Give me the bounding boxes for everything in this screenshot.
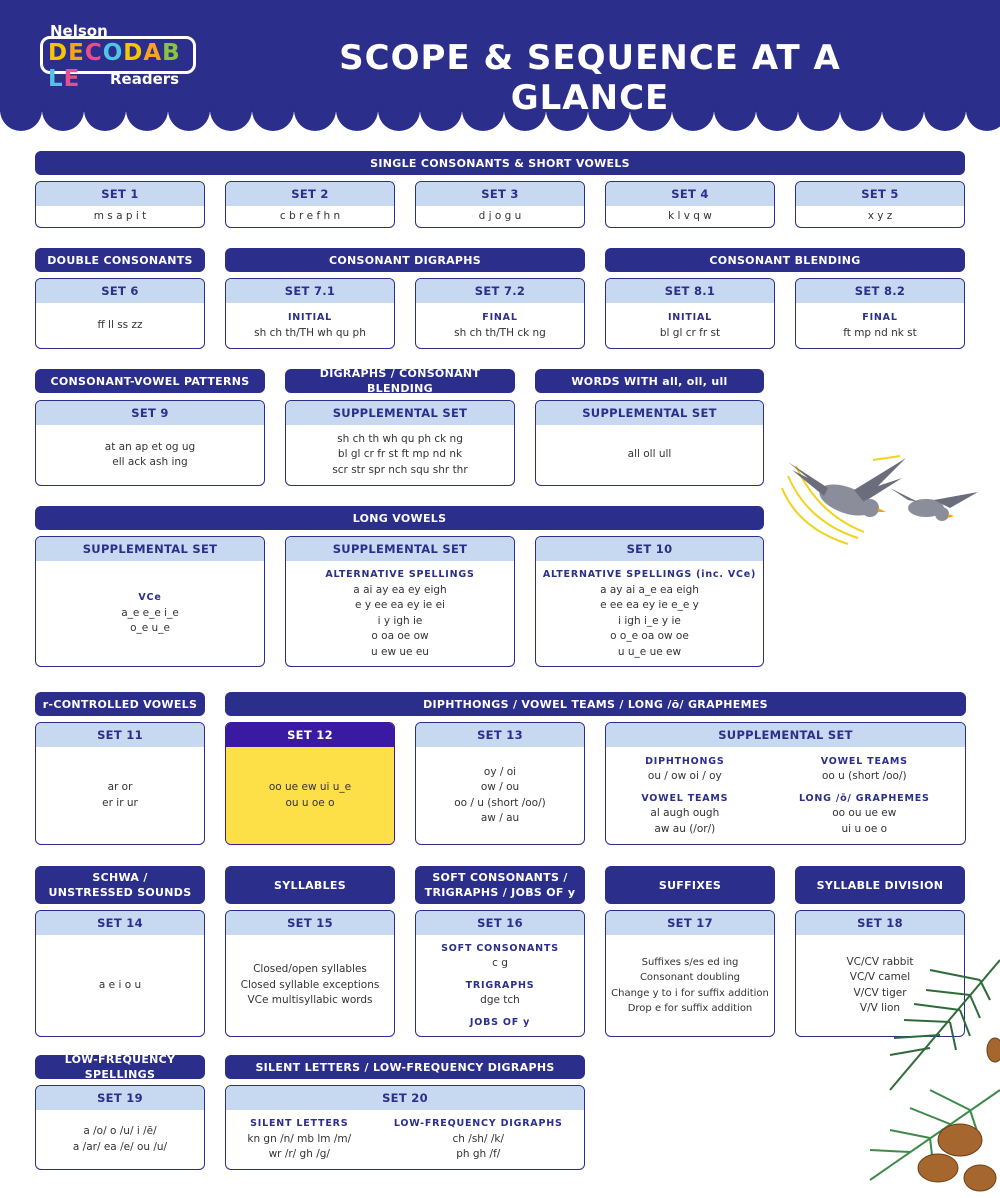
card-set-1: SET 1 m s a p i t xyxy=(35,181,205,228)
card-set-20: SET 20 SILENT LETTERS kn gn /n/ mb lm /m/ wr /r/ gh /g/ LOW-FREQUENCY DIGRAPHS ch /sh/ /k/ ph gh /f/ xyxy=(225,1085,585,1170)
section-all-oll-ull: WORDS WITH all, oll, ull xyxy=(535,369,764,393)
card-supplemental-all: SUPPLEMENTAL SET all oll ull xyxy=(535,400,764,486)
section-single-consonants: SINGLE CONSONANTS & SHORT VOWELS xyxy=(35,151,965,175)
section-r-controlled: r-CONTROLLED VOWELS xyxy=(35,692,205,716)
section-syllables: SYLLABLES xyxy=(225,866,395,904)
card-set-17: SET 17 Suffixes s/es ed ing Consonant doubling Change y to i for suffix addition Drop e for suffix addition xyxy=(605,910,775,1037)
section-soft-consonants: SOFT CONSONANTS / TRIGRAPHS / JOBS OF y xyxy=(415,866,585,904)
section-syllable-division: SYLLABLE DIVISION xyxy=(795,866,965,904)
nelson-logo: Nelson DECODABLE Readers xyxy=(40,22,196,92)
card-supplemental-diphthongs: SUPPLEMENTAL SET DIPHTHONGS ou / ow oi / oy VOWEL TEAMS al augh ough aw au (/or/) VOWEL TEAMS oo u (short /oo/) LONG /ō/ GRAPHEMES oo ou ue ew ui u oe o xyxy=(605,722,966,845)
card-set-3: SET 3 d j o g u xyxy=(415,181,585,228)
section-double-consonants: DOUBLE CONSONANTS xyxy=(35,248,205,272)
section-diphthongs: DIPHTHONGS / VOWEL TEAMS / LONG /ō/ GRAPHEMES xyxy=(225,692,966,716)
section-silent-letters: SILENT LETTERS / LOW-FREQUENCY DIGRAPHS xyxy=(225,1055,585,1079)
card-supplemental-alternative: SUPPLEMENTAL SET ALTERNATIVE SPELLINGS a ai ay ea ey eigh e y ee ea ey ie ei i y igh ie o oa oe ow u ew ue eu xyxy=(285,536,515,667)
card-set-10: SET 10 ALTERNATIVE SPELLINGS (inc. VCe) a ay ai a_e ea eigh e ee ea ey ie e_e y i igh i_e y ie o o_e oa ow oe u u_e ue ew xyxy=(535,536,764,667)
card-set-4: SET 4 k l v q w xyxy=(605,181,775,228)
card-set-2: SET 2 c b r e f h n xyxy=(225,181,395,228)
card-set-14: SET 14 a e i o u xyxy=(35,910,205,1037)
section-consonant-blending: CONSONANT BLENDING xyxy=(605,248,965,272)
card-set-8-1: SET 8.1 INITIAL bl gl cr fr st xyxy=(605,278,775,349)
card-set-7-2: SET 7.2 FINAL sh ch th/TH ck ng xyxy=(415,278,585,349)
card-set-16: SET 16 SOFT CONSONANTS c g TRIGRAPHS dge tch JOBS OF y xyxy=(415,910,585,1037)
card-set-15: SET 15 Closed/open syllables Closed syllable exceptions VCe multisyllabic words xyxy=(225,910,395,1037)
card-set-8-2: SET 8.2 FINAL ft mp nd nk st xyxy=(795,278,965,349)
section-consonant-digraphs: CONSONANT DIGRAPHS xyxy=(225,248,585,272)
section-suffixes: SUFFIXES xyxy=(605,866,775,904)
card-set-5: SET 5 x y z xyxy=(795,181,965,228)
card-set-12: SET 12 oo ue ew ui u_e ou u oe o xyxy=(225,722,395,845)
card-set-11: SET 11 ar or er ir ur xyxy=(35,722,205,845)
section-long-vowels: LONG VOWELS xyxy=(35,506,764,530)
page-title: SCOPE & SEQUENCE AT A GLANCE xyxy=(339,38,841,118)
card-supplemental-vce: SUPPLEMENTAL SET VCe a_e e_e i_e o_e u_e xyxy=(35,536,265,667)
card-set-13: SET 13 oy / oi ow / ou oo / u (short /oo/) aw / au xyxy=(415,722,585,845)
logo-wordmark: DECODABLE xyxy=(48,40,181,92)
card-set-9: SET 9 at an ap et og ug ell ack ash ing xyxy=(35,400,265,486)
card-set-6: SET 6 ff ll ss zz xyxy=(35,278,205,349)
section-digraphs-blending: DIGRAPHS / CONSONANT BLENDING xyxy=(285,369,515,393)
card-set-7-1: SET 7.1 INITIAL sh ch th/TH wh qu ph xyxy=(225,278,395,349)
card-set-19: SET 19 a /o/ o /u/ i /ē/ a /ar/ ea /e/ ou /u/ xyxy=(35,1085,205,1170)
section-low-frequency: LOW-FREQUENCY SPELLINGS xyxy=(35,1055,205,1079)
card-supplemental-digraphs: SUPPLEMENTAL SET sh ch th wh qu ph ck ng bl gl cr fr st ft mp nd nk scr str spr nch squ shr thr xyxy=(285,400,515,486)
pine-branch-illustration xyxy=(830,940,1000,1198)
header-banner xyxy=(0,0,1000,130)
section-cv-patterns: CONSONANT-VOWEL PATTERNS xyxy=(35,369,265,393)
card-set-18: SET 18 VC/CV rabbit VC/V camel V/CV tiger V/V lion xyxy=(795,910,965,1037)
birds-illustration xyxy=(778,448,986,548)
section-schwa: SCHWA / UNSTRESSED SOUNDS xyxy=(35,866,205,904)
